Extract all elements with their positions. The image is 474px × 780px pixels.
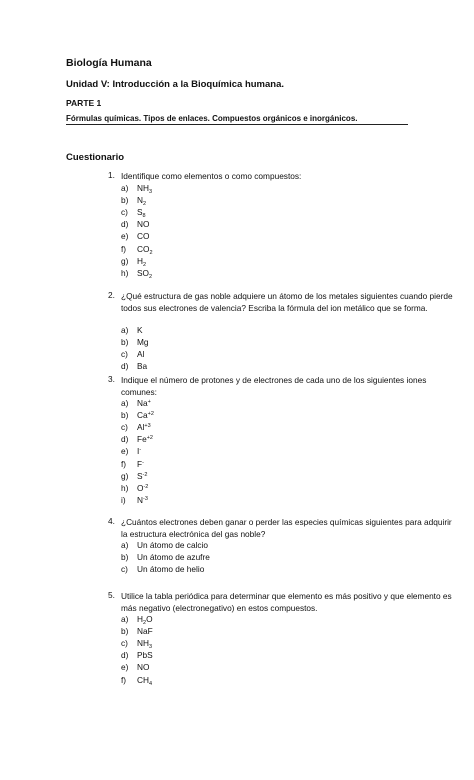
option-letter: g) bbox=[121, 470, 129, 481]
question-text-line: ¿Cuántos electrones deben ganar o perder las especies químicas siguientes para adquirir bbox=[121, 517, 452, 527]
subscript: 3 bbox=[148, 189, 153, 195]
option-letter: c) bbox=[121, 564, 128, 575]
answer-option bbox=[121, 195, 321, 206]
answer-option bbox=[121, 183, 321, 194]
option-letter: e) bbox=[121, 446, 129, 457]
option-letter: b) bbox=[121, 410, 129, 421]
option-letter: h) bbox=[121, 267, 129, 278]
option-letter: f) bbox=[121, 674, 127, 685]
answer-option bbox=[121, 564, 321, 575]
answer-option bbox=[121, 638, 321, 649]
option-letter: a) bbox=[121, 614, 129, 624]
option-letter: a) bbox=[121, 540, 129, 550]
option-formula: $S^{-2}$ bbox=[137, 470, 148, 481]
option-formula: $S_8$ bbox=[137, 207, 146, 220]
option-formula: $NH_3$ bbox=[137, 638, 153, 651]
option-letter: c) bbox=[121, 207, 128, 218]
option-letter: d) bbox=[121, 361, 129, 372]
answer-option bbox=[121, 398, 321, 409]
option-formula: $SO_2$ bbox=[137, 267, 153, 280]
option-formula: Ba bbox=[137, 361, 148, 372]
option-formula: $H_2$ bbox=[137, 255, 147, 268]
answer-option bbox=[121, 422, 321, 433]
option-letter: e) bbox=[121, 231, 129, 242]
answer-option bbox=[121, 207, 321, 218]
answer-option bbox=[121, 552, 321, 563]
answer-option bbox=[121, 614, 321, 625]
option-formula: $Ca^{+2}$ bbox=[137, 410, 154, 421]
option-formula: CO bbox=[137, 231, 150, 242]
answer-option bbox=[121, 495, 321, 506]
subscript: 2 bbox=[143, 620, 147, 626]
question-number: 5. bbox=[108, 590, 115, 600]
option-letter: b) bbox=[121, 337, 129, 348]
answer-option bbox=[121, 434, 321, 445]
unit-prefix: Unidad V: bbox=[66, 79, 110, 90]
question-text-line: ¿Qué estructura de gas noble adquiere un átomo de los metales siguientes cuando pierde bbox=[121, 291, 453, 301]
question-text-line: Indique el número de protones y de electrones de cada uno de los siguientes iones bbox=[121, 375, 427, 385]
superscript-charge: -3 bbox=[143, 495, 148, 502]
option-formula: Mg bbox=[137, 337, 149, 348]
question-text-line: comunes: bbox=[121, 387, 157, 397]
subscript: 2 bbox=[143, 261, 147, 268]
option-formula: $N^{-3}$ bbox=[137, 494, 148, 505]
option-formula: $N_2$ bbox=[137, 195, 147, 208]
option-formula: Al bbox=[137, 349, 145, 360]
option-letter: h) bbox=[121, 482, 129, 493]
answer-option bbox=[121, 337, 321, 348]
answer-option bbox=[121, 361, 321, 372]
option-letter: f) bbox=[121, 458, 127, 469]
question-text-line: la estructura electrónica del gas noble? bbox=[121, 529, 266, 539]
option-letter: d) bbox=[121, 219, 129, 230]
option-letter: i) bbox=[121, 494, 126, 505]
option-letter: c) bbox=[121, 349, 128, 360]
option-letter: c) bbox=[121, 638, 128, 649]
option-formula: NO bbox=[137, 219, 150, 230]
option-letter: a) bbox=[121, 325, 129, 335]
option-letter: c) bbox=[121, 422, 128, 433]
option-formula: $CO_2$ bbox=[137, 243, 153, 256]
question-text-line: Identifique como elementos o como compuestos: bbox=[121, 171, 302, 181]
question-number: 1. bbox=[108, 170, 115, 180]
answer-option bbox=[121, 459, 321, 470]
option-letter: b) bbox=[121, 626, 129, 637]
answer-option bbox=[121, 650, 321, 661]
option-formula: Un átomo de azufre bbox=[137, 552, 210, 563]
answer-option bbox=[121, 446, 321, 457]
option-formula: NaF bbox=[137, 626, 153, 637]
answer-option bbox=[121, 349, 321, 360]
option-letter: b) bbox=[121, 552, 129, 563]
quiz-heading: Cuestionario bbox=[66, 152, 125, 163]
question-number: 3. bbox=[108, 374, 115, 384]
option-formula: $Al^{+3}$ bbox=[137, 422, 151, 433]
answer-option bbox=[121, 540, 321, 551]
subscript: 2 bbox=[149, 273, 153, 280]
answer-option bbox=[121, 268, 321, 279]
answer-option bbox=[121, 256, 321, 267]
superscript-charge: -2 bbox=[142, 471, 148, 478]
question-number: 4. bbox=[108, 516, 115, 526]
answer-option bbox=[121, 483, 321, 494]
superscript-charge: + bbox=[147, 399, 151, 405]
answer-option bbox=[121, 675, 321, 686]
unit-title: Introducción a la Bioquímica humana. bbox=[112, 79, 285, 90]
question-text-line: Utilice la tabla periódica para determinar que elemento es más positivo y que elemento es bbox=[121, 591, 452, 601]
option-formula: K bbox=[137, 325, 143, 335]
option-letter: d) bbox=[121, 650, 129, 661]
superscript-charge: +2 bbox=[147, 411, 154, 418]
option-letter: a) bbox=[121, 398, 129, 408]
option-formula: F- bbox=[137, 458, 144, 469]
option-letter: f) bbox=[121, 243, 127, 254]
part-label: PARTE 1 bbox=[66, 98, 102, 108]
option-formula: $Fe^{+2}$ bbox=[137, 434, 153, 445]
option-formula: $CH_4$ bbox=[137, 674, 153, 687]
unit-heading bbox=[66, 79, 284, 90]
option-formula: Na+ bbox=[137, 398, 151, 408]
answer-option bbox=[121, 231, 321, 242]
subscript: 4 bbox=[148, 680, 153, 687]
option-formula: $H_2O$ bbox=[137, 614, 153, 626]
answer-option bbox=[121, 325, 321, 336]
option-formula: Un átomo de helio bbox=[137, 564, 205, 575]
subscript: 2 bbox=[143, 201, 147, 208]
question-text-line: más negativo (electronegativo) en estos compuestos. bbox=[121, 603, 318, 613]
topic-underline bbox=[66, 124, 408, 125]
question-number: 2. bbox=[108, 290, 115, 300]
answer-option bbox=[121, 626, 321, 637]
answer-option bbox=[121, 471, 321, 482]
superscript-charge: -2 bbox=[143, 483, 149, 490]
option-letter: d) bbox=[121, 434, 129, 445]
subscript: 3 bbox=[148, 644, 153, 651]
subscript: 2 bbox=[149, 249, 153, 256]
option-letter: b) bbox=[121, 195, 129, 206]
option-letter: a) bbox=[121, 183, 129, 193]
option-formula: NO bbox=[137, 662, 150, 673]
question-text-line: todos sus electrones de valencia? Escriba la fórmula del ion metálico que se forma. bbox=[121, 303, 428, 313]
option-letter: g) bbox=[121, 255, 129, 266]
option-formula: PbS bbox=[137, 650, 153, 661]
superscript-charge: +2 bbox=[146, 435, 153, 442]
option-letter: e) bbox=[121, 662, 129, 673]
answer-option bbox=[121, 219, 321, 230]
topic-line: Fórmulas químicas. Tipos de enlaces. Compuestos orgánicos e inorgánicos. bbox=[66, 114, 358, 123]
superscript-charge: - bbox=[142, 459, 144, 466]
answer-option bbox=[121, 410, 321, 421]
superscript-charge: +3 bbox=[144, 423, 151, 430]
option-formula: $NH_3$ bbox=[137, 183, 153, 195]
option-formula: I- bbox=[137, 446, 142, 457]
answer-option bbox=[121, 662, 321, 673]
option-formula: $O^{-2}$ bbox=[137, 482, 149, 493]
answer-option bbox=[121, 244, 321, 255]
superscript-charge: - bbox=[139, 447, 142, 454]
option-formula: Un átomo de calcio bbox=[137, 540, 209, 550]
document-title: Biología Humana bbox=[66, 57, 152, 69]
subscript: 8 bbox=[142, 213, 146, 220]
